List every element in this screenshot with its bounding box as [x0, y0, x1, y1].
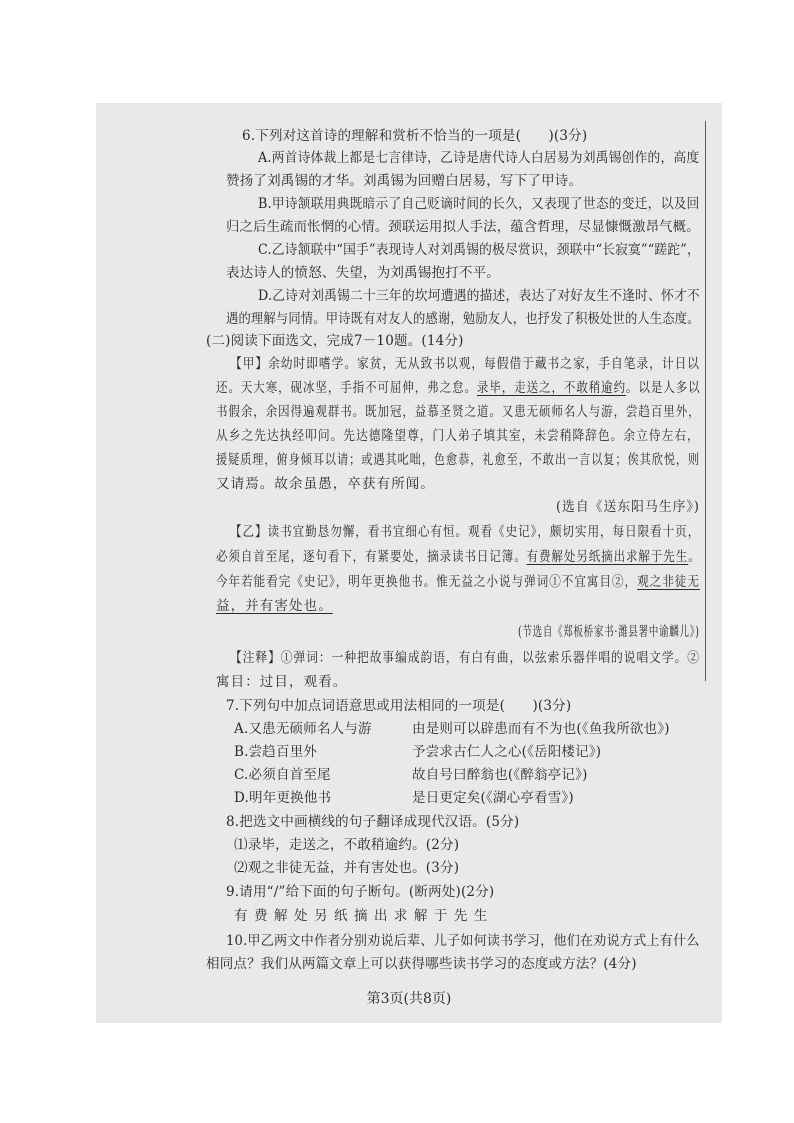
q8-sentence-1: ⑴录毕，走送之，不敢稍逾约。(2分) [234, 837, 460, 853]
annotation-line-2: 寓目：过目，观看。 [216, 674, 348, 690]
q10-line-2: 相同点？我们从两篇文章上可以获得哪些读书学习的态度或方法？(4分) [206, 956, 637, 972]
q6-option-a-line1: A.两首诗体裁上都是七言律诗，乙诗是唐代诗人白居易为刘禹锡创作的，高度 [258, 150, 700, 166]
underlined-sentence-2b: 益，并有害处也。 [216, 598, 333, 614]
q6-option-d-line1: D.乙诗对刘禹锡二十三年的坎坷遭遇的描述，表达了对好友生不逢时、怀才不 [258, 288, 700, 304]
q6-option-c-line1: C.乙诗颔联中“国手”表现诗人对刘禹锡的极尽赏识，颈联中“长寂寞”“蹉跎”， [258, 242, 700, 258]
jia-line-4: 从乡之先达执经叩问。先达德隆望尊，门人弟子填其室，未尝稍降辞色。余立侍左右， [216, 428, 700, 444]
yi-line-2: 必须自首至尾，逐句看下，有紧要处，摘录读书日记簿。有费解处另纸摘出求解于先生。 [216, 549, 701, 565]
yi-line-3: 今年若能看完《史记》，明年更换他书。惟无益之小说与弹词①不宜寓目②，观之非徒无 [216, 574, 700, 590]
q9-sentence: 有 费 解 处 另 纸 摘 出 求 解 于 先 生 [234, 908, 489, 924]
jia-source: (选自《送东阳马生序》) [556, 499, 700, 515]
underlined-sentence-2a: 观之非徒无 [637, 574, 700, 590]
q7-option-c-left: C.必须自首至尾 [234, 767, 331, 783]
yi-line-1: 【乙】读书宜勤恳勿懈，看书宜细心有恒。观看《史记》，颇切实用，每日限看十页， [230, 524, 701, 540]
q7-option-d-right: 是日更定矣(《湖心亭看雪》) [412, 790, 574, 806]
page-number: 第3页(共8页) [366, 991, 452, 1007]
jia-line-2: 还。天大寒，砚冰坚，手指不可屈伸，弗之怠。录毕，走送之，不敢稍逾约。以是人多以 [216, 380, 701, 396]
yi-source: (节选自《郑板桥家书·潍县署中谕麟儿》) [518, 624, 700, 640]
q6-option-d-line2: 遇的理解与同情。甲诗既有对友人的感谢，勉励友人，也抒发了积极处世的人生态度。 [226, 311, 700, 327]
q7-option-d-left: D.明年更换他书 [234, 790, 332, 806]
q6-option-a-line2: 赞扬了刘禹锡的才华。刘禹锡为回赠白居易，写下了甲诗。 [226, 173, 583, 189]
wavy-underlined-sentence: 有费解处另纸摘出求解于先生 [526, 549, 689, 565]
section-2-heading: (二)阅读下面选文，完成7－10题。(14分) [206, 333, 464, 349]
q6-option-c-line2: 表达诗人的愤怒、失望，为刘禹锡抱打不平。 [226, 265, 500, 281]
q6-stem: 6.下列对这首诗的理解和赏析不恰当的一项是( )(3分) [242, 128, 588, 144]
q7-option-b-left: B.尝趋百里外 [234, 744, 318, 760]
q7-option-a-right: 由是则可以辟患而有不为也(《鱼我所欲也》) [412, 721, 670, 737]
q7-stem: 7.下列句中加点词语意思或用法相同的一项是( )(3分) [226, 698, 572, 714]
yi-line-4 [216, 597, 333, 615]
q8-stem: 8.把选文中画横线的句子翻译成现代汉语。(5分) [226, 814, 520, 830]
q6-option-b-line1: B.甲诗颔联用典既暗示了自己贬谪时间的长久，又表现了世态的变迁，以及回 [258, 196, 700, 212]
q9-stem: 9.请用“/”给下面的句子断句。(断两处)(2分) [226, 884, 495, 900]
bleed-through-text [336, 485, 347, 501]
exam-page [96, 103, 722, 1023]
q7-option-c-right: 故自号曰醉翁也(《醉翁亭记》) [412, 767, 588, 783]
q10-line-1: 10.甲乙两文中作者分别劝说后辈、儿子如何读书学习，他们在劝说方式上有什么 [226, 933, 700, 949]
q8-sentence-2: ⑵观之非徒无益，并有害处也。(3分) [234, 860, 460, 876]
q7-option-a-left: A.又患无硕师名人与游 [234, 721, 372, 737]
q7-option-b-right: 予尝求古仁人之心(《岳阳楼记》) [412, 744, 602, 760]
jia-line-5: 援疑质理，俯身倾耳以请；或遇其叱咄，色愈恭，礼愈至，不敢出一言以复；俟其欣悦，则 [216, 452, 701, 468]
underlined-sentence-1: 录毕，走送之，不敢稍逾约 [476, 380, 627, 396]
column-divider [705, 121, 706, 681]
jia-line-1: 【甲】余幼时即嗜学。家贫，无从致书以观，每假借于藏书之家，手自笔录，计日以 [230, 356, 700, 372]
annotation-line-1: 【注释】①弹词：一种把故事编成韵语，有白有曲，以弦索乐器伴唱的说唱文学。② [230, 650, 700, 666]
jia-line-6: 又请焉。故余虽愚，卒获有所闻。 [216, 476, 435, 492]
jia-line-3: 书假余，余因得遍观群书。既加冠，益慕圣贤之道。又患无硕师名人与游，尝趋百里外， [216, 404, 701, 420]
q6-option-b-line2: 归之后生疏而怅惘的心情。颈联运用拟人手法，蕴含哲理，尽显慷慨激昂气概。 [226, 219, 700, 235]
